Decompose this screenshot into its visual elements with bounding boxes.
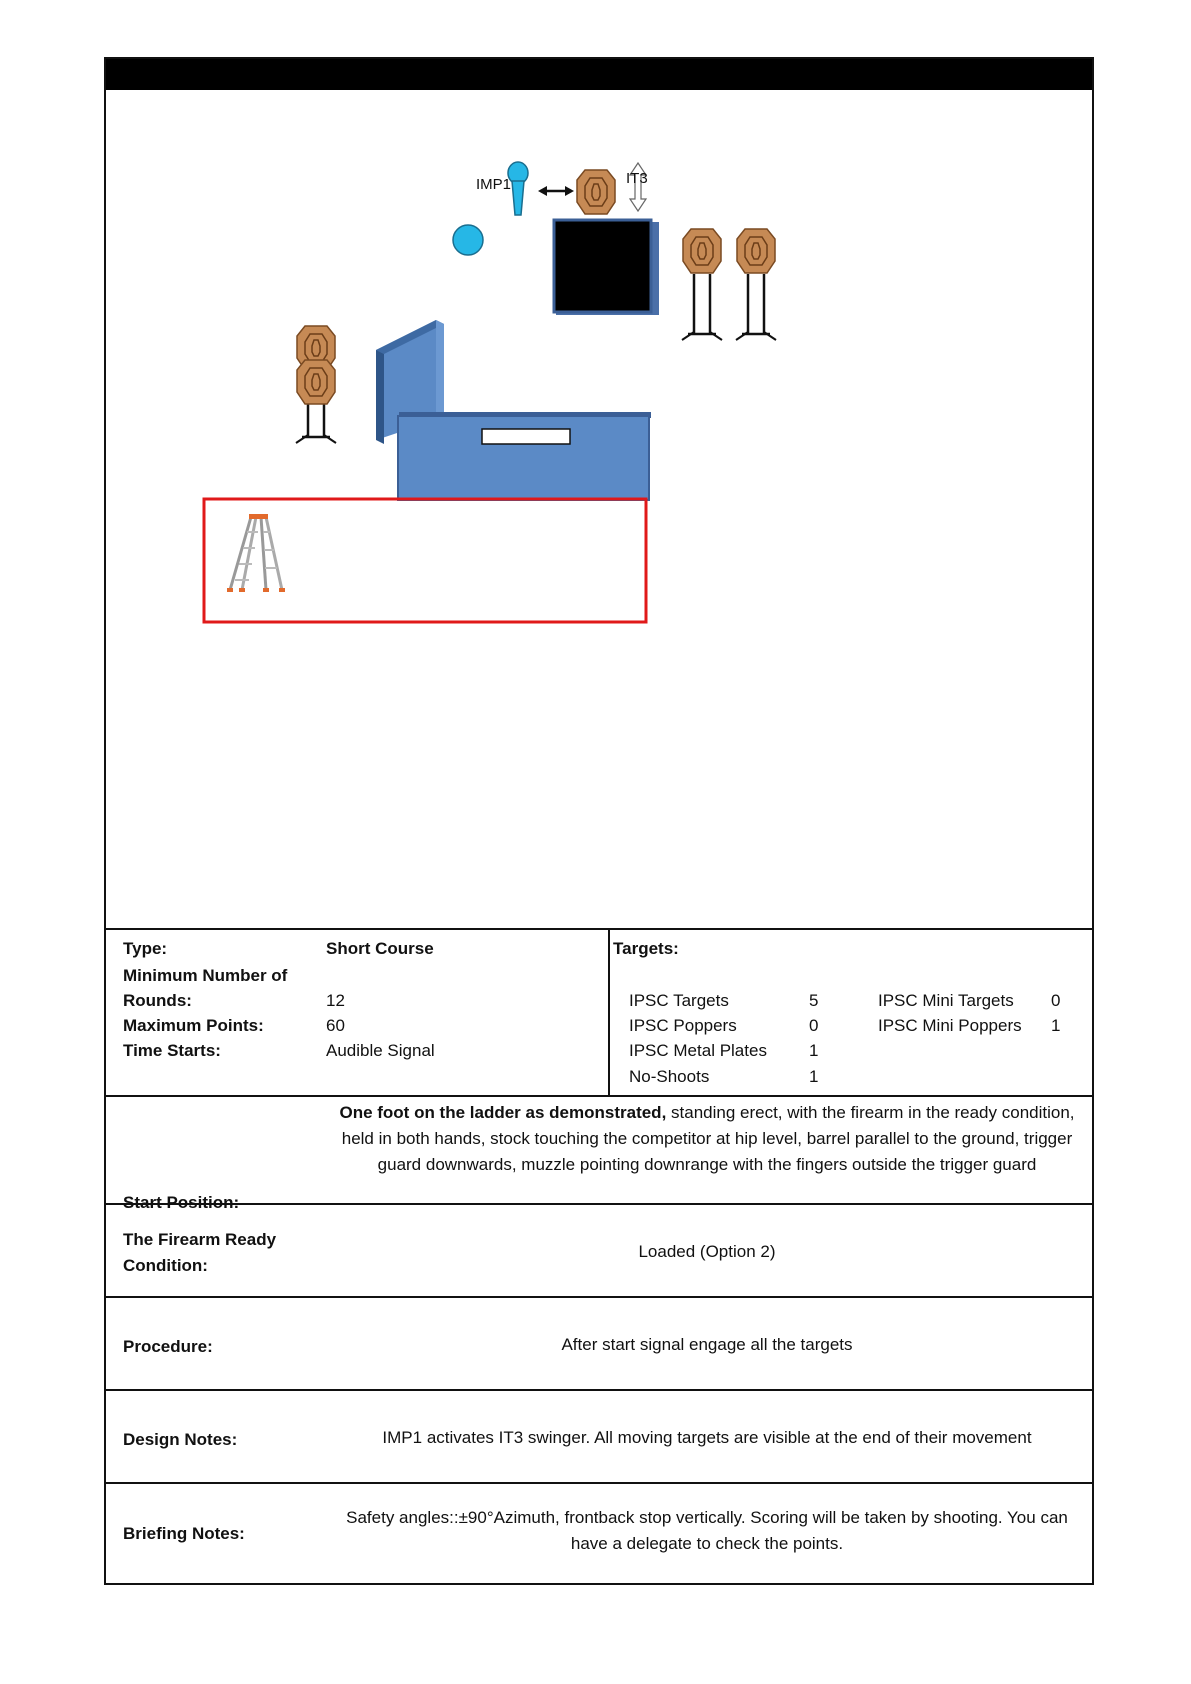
target-type-name: IPSC Poppers	[629, 1016, 737, 1035]
target-t1	[682, 229, 722, 340]
target-type-name: No-Shoots	[629, 1067, 710, 1086]
ready-condition-value: Loaded (Option 2)	[638, 1242, 776, 1261]
min-rounds-label-2: Rounds:	[123, 991, 192, 1010]
target-type-name: IPSC Mini Poppers	[878, 1016, 1022, 1035]
target-type-name: IPSC Mini Targets	[878, 991, 1014, 1010]
stage-diagram	[106, 90, 1092, 928]
info-column-divider	[608, 928, 610, 1095]
label-it3: IT3	[626, 170, 648, 187]
time-starts-value: Audible Signal	[326, 1041, 435, 1060]
briefing-notes-label: Briefing Notes:	[123, 1524, 245, 1543]
stage-drawing	[106, 90, 1092, 928]
ready-condition-label-2: Condition:	[123, 1256, 208, 1275]
target-type-count: 1	[809, 1067, 819, 1086]
target-type-count: 0	[1051, 991, 1061, 1010]
stage-sheet	[104, 57, 1094, 1585]
min-rounds-value: 12	[326, 991, 345, 1010]
shooting-area-fault-line	[204, 499, 646, 622]
target-type-count: 5	[809, 991, 819, 1010]
ready-condition-label: The Firearm Ready	[123, 1230, 277, 1249]
row-divider	[106, 1482, 1092, 1484]
target-type-name: IPSC Metal Plates	[629, 1041, 767, 1060]
barricade-with-window	[398, 412, 651, 500]
target-t2	[736, 229, 776, 340]
design-notes-value: IMP1 activates IT3 swinger. All moving targets are visible at the end of their movement	[382, 1428, 1032, 1447]
procedure-value: After start signal engage all the targets	[561, 1335, 853, 1354]
start-position-rest: standing erect, with the firearm in the ready condition, held in both hands, stock touching the competitor at hip level, barrel parallel to the ground, trigger guard downwards, muzzle pointing downrange with the fingers outside the trigger guard	[341, 1103, 1075, 1174]
target-type-count: 1	[1051, 1016, 1061, 1035]
min-rounds-label: Minimum Number of	[123, 966, 288, 985]
activation-arrow-icon	[538, 186, 574, 196]
design-notes-label: Design Notes:	[123, 1430, 238, 1449]
start-position-label: Start Position:	[123, 1193, 240, 1212]
type-value: Short Course	[326, 939, 434, 958]
row-divider	[106, 1296, 1092, 1298]
briefing-notes-value: Safety angles::±90°Azimuth, frontback stop vertically. Scoring will be taken by shooting. You can have a delegate to check the points.	[346, 1508, 1068, 1553]
row-divider	[106, 1203, 1092, 1205]
target-type-count: 0	[809, 1016, 819, 1035]
max-points-label: Maximum Points:	[123, 1016, 264, 1035]
ladder-icon	[227, 514, 285, 592]
targets-heading: Targets:	[613, 939, 679, 958]
target-type-name: IPSC Targets	[629, 991, 729, 1010]
type-label: Type:	[123, 939, 168, 958]
start-position-emphasis: One foot on the ladder as demonstrated,	[339, 1103, 667, 1122]
info-divider	[106, 928, 1092, 930]
title-bar	[106, 59, 1092, 90]
procedure-label: Procedure:	[123, 1337, 213, 1356]
target-with-no-shoot	[296, 326, 336, 443]
target-type-count: 1	[809, 1041, 819, 1060]
start-position-text	[328, 1100, 1086, 1178]
label-imp1: IMP1	[476, 176, 512, 193]
row-divider	[106, 1389, 1092, 1391]
black-cover-wall	[554, 220, 659, 315]
max-points-value: 60	[326, 1016, 345, 1035]
metal-plate	[453, 225, 483, 255]
it3-swinger-target	[577, 170, 615, 214]
time-starts-label: Time Starts:	[123, 1041, 221, 1060]
row-divider	[106, 1095, 1092, 1097]
